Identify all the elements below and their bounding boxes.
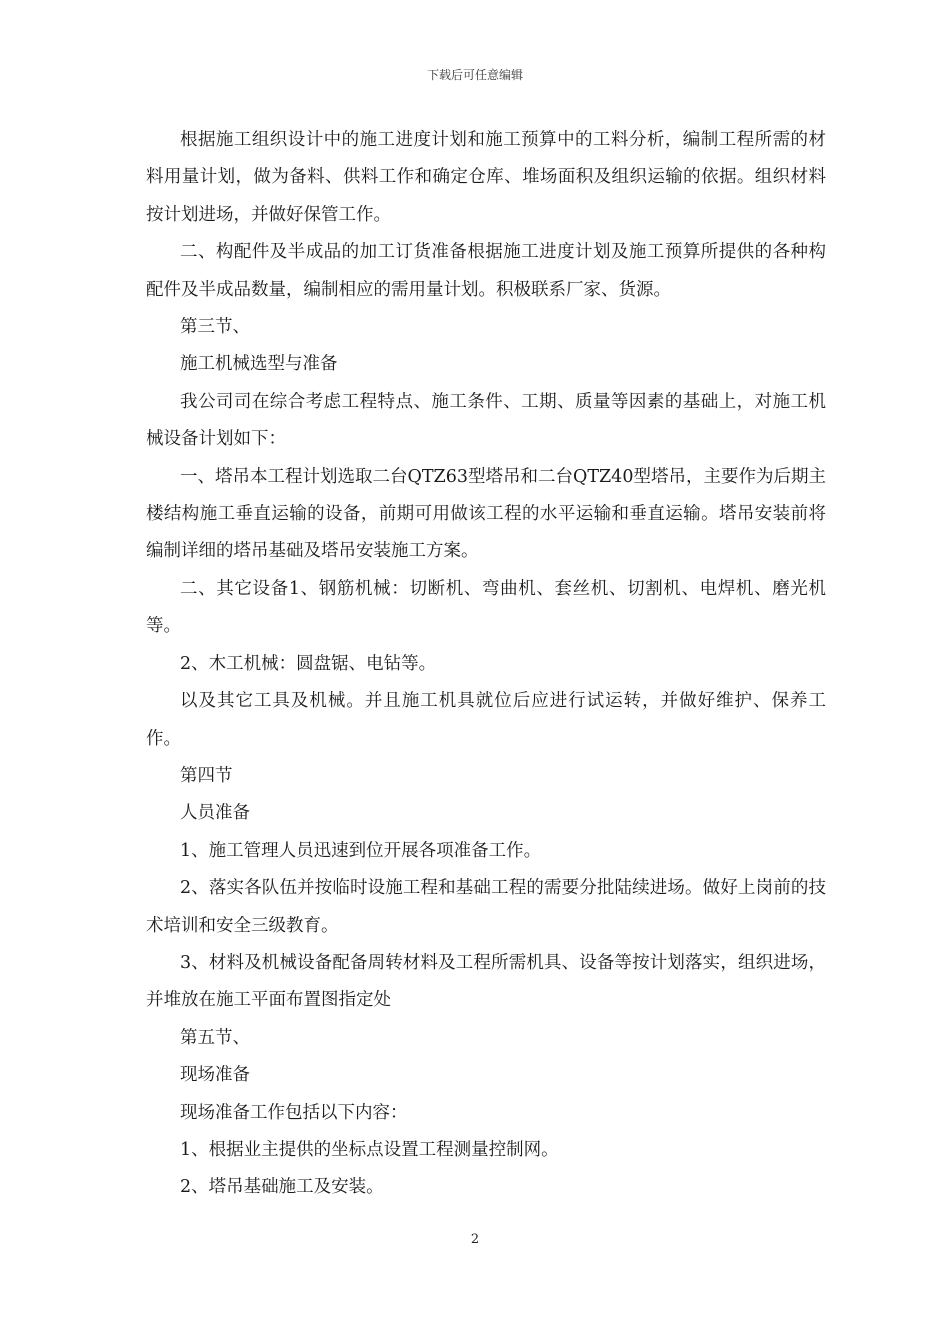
paragraph-machinery-intro: 我公司司在综合考虑工程特点、施工条件、工期、质量等因素的基础上，对施工机械设备计划如下： [146, 391, 826, 450]
section-heading-5: 第五节、 [180, 1027, 250, 1048]
paragraph-personnel-1: 1、施工管理人员迅速到位开展各项准备工作。 [180, 840, 542, 861]
section-title-personnel: 人员准备 [180, 803, 250, 824]
paragraph-site-1: 1、根据业主提供的坐标点设置工程测量控制网。 [180, 1139, 559, 1160]
paragraph-other-equipment: 二、其它设备1、钢筋机械：切断机、弯曲机、套丝机、切割机、电焊机、磨光机等。 [146, 578, 826, 637]
section-title-site: 现场准备 [180, 1065, 250, 1086]
paragraph-components-prep: 二、构配件及半成品的加工订货准备根据施工进度计划及施工预算所提供的各种构配件及半成品数量，编制相应的需用量计划。积极联系厂家、货源。 [146, 242, 826, 300]
document-body [146, 122, 826, 1207]
paragraph-woodworking: 2、木工机械：圆盘锯、电钻等。 [180, 653, 437, 674]
paragraph-site-2: 2、塔吊基础施工及安装。 [180, 1177, 384, 1198]
paragraph-site-intro: 现场准备工作包括以下内容： [180, 1102, 408, 1123]
page-number: 2 [470, 1232, 480, 1247]
paragraph-tools-maintenance: 以及其它工具及机械。并且施工机具就位后应进行试运转，并做好维护、保养工作。 [146, 691, 826, 749]
paragraph-tower-crane: 一、塔吊本工程计划选取二台QTZ63型塔吊和二台QTZ40型塔吊，主要作为后期主楼结构施工垂直运输的设备，前期可用做该工程的水平运输和垂直运输。塔吊安装前将编制详细的塔吊基础及塔吊安装施工方案。 [146, 466, 826, 562]
paragraph-personnel-2: 2、落实各队伍并按临时设施工程和基础工程的需要分批陆续进场。做好上岗前的技术培训和安全三级教育。 [146, 878, 826, 936]
section-title-machinery: 施工机械选型与准备 [180, 354, 338, 375]
paragraph-material-plan: 根据施工组织设计中的施工进度计划和施工预算中的工料分析，编制工程所需的材料用量计划，做为备料、供料工作和确定仓库、堆场面积及组织运输的依据。组织材料按计划进场，并做好保管工作。 [146, 130, 826, 225]
page-header: 下载后可任意编辑 [426, 68, 523, 82]
section-heading-4: 第四节 [180, 765, 233, 786]
section-heading-3: 第三节、 [180, 317, 250, 338]
paragraph-personnel-3: 3、材料及机械设备配备周转材料及工程所需机具、设备等按计划落实，组织进场，并堆放在施工平面布置图指定处 [146, 952, 826, 1011]
